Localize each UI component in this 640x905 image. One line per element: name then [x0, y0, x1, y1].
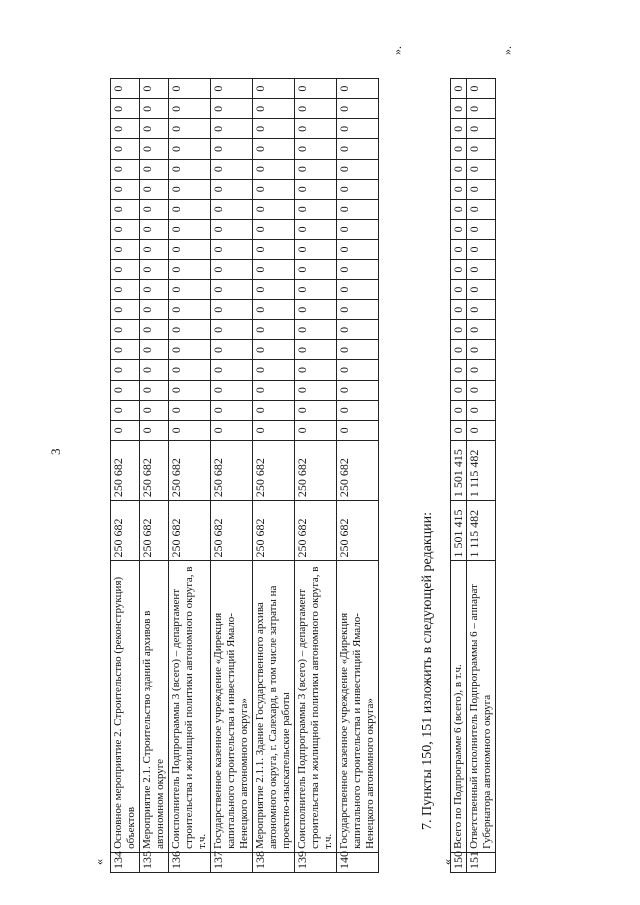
period-value: 0	[253, 239, 295, 259]
period-value: 0	[253, 380, 295, 400]
row-name: Мероприятие 2.1.1. Здание Государственного архива автономного округа, г. Салехард, в том числе затраты на проектно-изыскательские работы	[253, 561, 295, 852]
period-value: 0	[295, 79, 337, 99]
period-value: 0	[211, 179, 253, 199]
period-value: 0	[451, 119, 467, 139]
period-value: 0	[169, 199, 211, 219]
period-value: 0	[337, 260, 379, 280]
period-value: 0	[295, 320, 337, 340]
period-value: 0	[451, 199, 467, 219]
period-value: 0	[451, 420, 467, 440]
table-row	[451, 79, 467, 873]
period-value: 0	[140, 280, 169, 300]
period-value: 0	[467, 320, 496, 340]
period-value: 0	[211, 139, 253, 159]
period-value: 0	[140, 119, 169, 139]
row-name: Мероприятие 2.1. Строительство зданий архивов в автономном округе	[140, 561, 169, 852]
period-value: 0	[467, 159, 496, 179]
period-value: 0	[337, 340, 379, 360]
total-value: 250 682	[253, 501, 295, 561]
year-value: 1 501 415	[451, 440, 467, 500]
period-value: 0	[111, 79, 140, 99]
row-name: Государственное казенное учреждение «Дирекция капитального строительства и инвестиций Ямало-Ненецкого автономного округа»	[211, 561, 253, 852]
period-value: 0	[211, 380, 253, 400]
period-value: 0	[467, 380, 496, 400]
period-value: 0	[211, 400, 253, 420]
period-value: 0	[467, 119, 496, 139]
period-value: 0	[169, 280, 211, 300]
period-value: 0	[295, 420, 337, 440]
period-value: 0	[295, 360, 337, 380]
period-value: 0	[337, 79, 379, 99]
period-value: 0	[467, 300, 496, 320]
period-value: 0	[211, 199, 253, 219]
year-value: 250 682	[337, 440, 379, 500]
period-value: 0	[111, 139, 140, 159]
period-value: 0	[169, 420, 211, 440]
period-value: 0	[451, 400, 467, 420]
period-value: 0	[211, 219, 253, 239]
total-value: 1 115 482	[467, 501, 496, 561]
period-value: 0	[111, 300, 140, 320]
period-value: 0	[451, 380, 467, 400]
row-number: 137	[211, 852, 253, 872]
table-row	[211, 79, 253, 873]
period-value: 0	[467, 139, 496, 159]
period-value: 0	[111, 320, 140, 340]
period-value: 0	[451, 260, 467, 280]
period-value: 0	[295, 119, 337, 139]
period-value: 0	[337, 179, 379, 199]
period-value: 0	[337, 300, 379, 320]
period-value: 0	[111, 260, 140, 280]
period-value: 0	[467, 280, 496, 300]
closing-quote-1: ».	[390, 46, 404, 55]
period-value: 0	[211, 360, 253, 380]
period-value: 0	[140, 260, 169, 280]
period-value: 0	[169, 380, 211, 400]
period-value: 0	[140, 420, 169, 440]
year-value: 250 682	[211, 440, 253, 500]
period-value: 0	[451, 179, 467, 199]
period-value: 0	[451, 219, 467, 239]
period-value: 0	[169, 360, 211, 380]
period-value: 0	[111, 360, 140, 380]
period-value: 0	[295, 159, 337, 179]
table-row	[337, 79, 379, 873]
period-value: 0	[169, 300, 211, 320]
amendment-intro: 7. Пункты 150, 151 изложить в следующей редакции:	[420, 511, 435, 830]
row-name: Основное мероприятие 2. Строительство (реконструкция) объектов	[111, 561, 140, 852]
total-value: 250 682	[211, 501, 253, 561]
period-value: 0	[467, 179, 496, 199]
row-name: Государственное казенное учреждение «Дирекция капитального строительства и инвестиций Ямало-Ненецкого автономного округа»	[337, 561, 379, 852]
page-number: 3	[48, 448, 63, 455]
period-value: 0	[169, 179, 211, 199]
period-value: 0	[295, 99, 337, 119]
period-value: 0	[111, 239, 140, 259]
table-row	[169, 79, 211, 873]
period-value: 0	[140, 219, 169, 239]
year-value: 250 682	[111, 440, 140, 500]
opening-quote-2: «	[440, 859, 454, 865]
period-value: 0	[253, 360, 295, 380]
period-value: 0	[111, 219, 140, 239]
period-value: 0	[211, 320, 253, 340]
period-value: 0	[337, 219, 379, 239]
period-value: 0	[467, 260, 496, 280]
period-value: 0	[169, 79, 211, 99]
year-value: 250 682	[169, 440, 211, 500]
period-value: 0	[451, 340, 467, 360]
period-value: 0	[451, 280, 467, 300]
period-value: 0	[169, 239, 211, 259]
period-value: 0	[337, 400, 379, 420]
period-value: 0	[253, 219, 295, 239]
closing-quote-2: ».	[500, 46, 514, 55]
period-value: 0	[451, 360, 467, 380]
total-value: 250 682	[169, 501, 211, 561]
period-value: 0	[140, 199, 169, 219]
row-name: Ответственный исполнитель Подпрограммы 6 – аппарат Губернатора автономного округа	[467, 561, 496, 852]
row-number: 136	[169, 852, 211, 872]
period-value: 0	[337, 360, 379, 380]
period-value: 0	[169, 340, 211, 360]
period-value: 0	[140, 340, 169, 360]
year-value: 250 682	[140, 440, 169, 500]
period-value: 0	[140, 99, 169, 119]
period-value: 0	[337, 239, 379, 259]
period-value: 0	[295, 380, 337, 400]
table-row	[253, 79, 295, 873]
period-value: 0	[253, 199, 295, 219]
total-value: 250 682	[337, 501, 379, 561]
period-value: 0	[467, 199, 496, 219]
period-value: 0	[337, 139, 379, 159]
period-value: 0	[169, 99, 211, 119]
period-value: 0	[140, 400, 169, 420]
row-number: 151	[467, 852, 496, 872]
period-value: 0	[111, 99, 140, 119]
period-value: 0	[295, 280, 337, 300]
period-value: 0	[295, 239, 337, 259]
period-value: 0	[295, 340, 337, 360]
table-row	[467, 79, 496, 873]
row-number: 135	[140, 852, 169, 872]
period-value: 0	[169, 260, 211, 280]
row-number: 140	[337, 852, 379, 872]
period-value: 0	[253, 139, 295, 159]
period-value: 0	[140, 380, 169, 400]
period-value: 0	[451, 79, 467, 99]
period-value: 0	[169, 400, 211, 420]
period-value: 0	[295, 400, 337, 420]
opening-quote-1: «	[92, 859, 106, 865]
budget-table-rows-134-140	[110, 78, 379, 873]
period-value: 0	[253, 79, 295, 99]
period-value: 0	[211, 280, 253, 300]
period-value: 0	[169, 139, 211, 159]
period-value: 0	[211, 300, 253, 320]
period-value: 0	[467, 400, 496, 420]
period-value: 0	[169, 219, 211, 239]
period-value: 0	[295, 199, 337, 219]
year-value: 250 682	[253, 440, 295, 500]
period-value: 0	[337, 320, 379, 340]
year-value: 1 115 482	[467, 440, 496, 500]
period-value: 0	[337, 380, 379, 400]
period-value: 0	[211, 119, 253, 139]
total-value: 250 682	[111, 501, 140, 561]
period-value: 0	[337, 119, 379, 139]
period-value: 0	[211, 159, 253, 179]
period-value: 0	[211, 340, 253, 360]
period-value: 0	[111, 119, 140, 139]
period-value: 0	[295, 179, 337, 199]
period-value: 0	[295, 300, 337, 320]
period-value: 0	[111, 159, 140, 179]
period-value: 0	[467, 219, 496, 239]
period-value: 0	[111, 380, 140, 400]
period-value: 0	[253, 300, 295, 320]
period-value: 0	[337, 280, 379, 300]
period-value: 0	[211, 420, 253, 440]
period-value: 0	[253, 280, 295, 300]
period-value: 0	[253, 99, 295, 119]
row-number: 134	[111, 852, 140, 872]
row-number: 139	[295, 852, 337, 872]
period-value: 0	[467, 420, 496, 440]
period-value: 0	[337, 159, 379, 179]
period-value: 0	[140, 159, 169, 179]
period-value: 0	[211, 239, 253, 259]
period-value: 0	[211, 260, 253, 280]
period-value: 0	[253, 320, 295, 340]
period-value: 0	[467, 79, 496, 99]
period-value: 0	[451, 300, 467, 320]
period-value: 0	[140, 320, 169, 340]
period-value: 0	[111, 340, 140, 360]
period-value: 0	[295, 260, 337, 280]
period-value: 0	[253, 179, 295, 199]
period-value: 0	[451, 239, 467, 259]
period-value: 0	[111, 179, 140, 199]
period-value: 0	[140, 239, 169, 259]
row-name: Соисполнитель Подпрограммы 3 (всего) – департамент строительства и жилищной политики автономного округа, в т.ч.	[169, 561, 211, 852]
period-value: 0	[169, 119, 211, 139]
row-number: 138	[253, 852, 295, 872]
period-value: 0	[111, 199, 140, 219]
table-row	[295, 79, 337, 873]
period-value: 0	[253, 260, 295, 280]
period-value: 0	[169, 159, 211, 179]
period-value: 0	[140, 300, 169, 320]
period-value: 0	[451, 159, 467, 179]
period-value: 0	[211, 79, 253, 99]
period-value: 0	[451, 99, 467, 119]
total-value: 250 682	[140, 501, 169, 561]
period-value: 0	[140, 139, 169, 159]
period-value: 0	[111, 280, 140, 300]
total-value: 250 682	[295, 501, 337, 561]
period-value: 0	[140, 179, 169, 199]
period-value: 0	[169, 320, 211, 340]
period-value: 0	[451, 139, 467, 159]
period-value: 0	[111, 400, 140, 420]
period-value: 0	[451, 320, 467, 340]
period-value: 0	[337, 99, 379, 119]
table-row	[140, 79, 169, 873]
row-name: Всего по Подпрограмме 6 (всего), в т.ч.	[451, 561, 467, 852]
budget-table-rows-150-151	[450, 78, 496, 873]
period-value: 0	[295, 219, 337, 239]
period-value: 0	[140, 360, 169, 380]
period-value: 0	[253, 420, 295, 440]
period-value: 0	[111, 420, 140, 440]
row-number: 150	[451, 852, 467, 872]
period-value: 0	[253, 340, 295, 360]
table-row	[111, 79, 140, 873]
period-value: 0	[140, 79, 169, 99]
period-value: 0	[253, 159, 295, 179]
period-value: 0	[467, 360, 496, 380]
period-value: 0	[295, 139, 337, 159]
period-value: 0	[253, 400, 295, 420]
total-value: 1 501 415	[451, 501, 467, 561]
period-value: 0	[467, 239, 496, 259]
period-value: 0	[337, 199, 379, 219]
period-value: 0	[211, 99, 253, 119]
row-name: Соисполнитель Подпрограммы 3 (всего) – департамент строительства и жилищной политики автономного округа, в т.ч.	[295, 561, 337, 852]
period-value: 0	[337, 420, 379, 440]
period-value: 0	[467, 340, 496, 360]
period-value: 0	[253, 119, 295, 139]
year-value: 250 682	[295, 440, 337, 500]
period-value: 0	[467, 99, 496, 119]
